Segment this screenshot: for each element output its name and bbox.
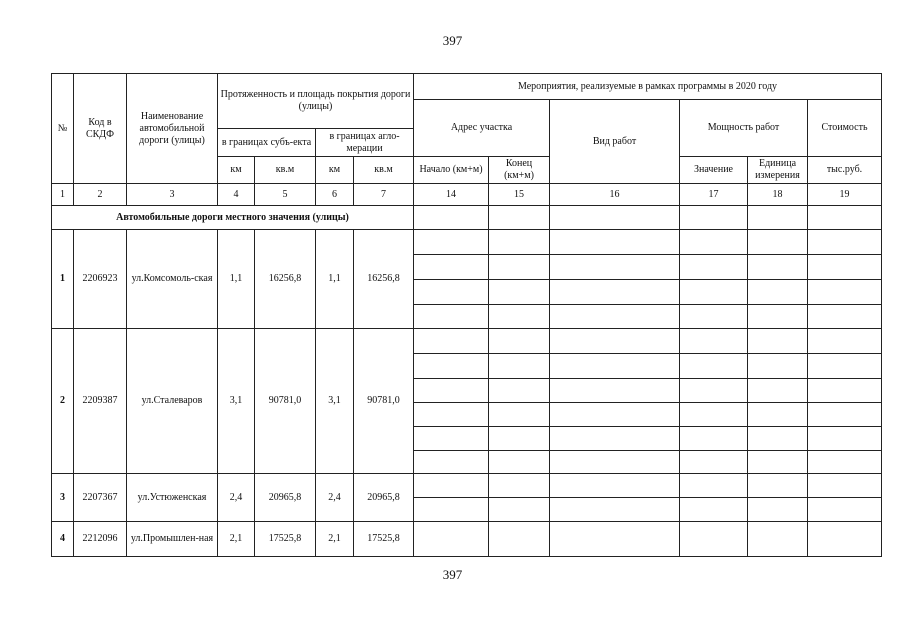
col-number: 18 <box>748 184 808 206</box>
row-name: ул.Промышлен-ная <box>127 522 218 557</box>
header-num: № <box>52 74 74 184</box>
col-number: 5 <box>255 184 316 206</box>
row-name: ул.Комсомоль-ская <box>127 230 218 329</box>
row-num: 4 <box>52 522 74 557</box>
empty-cell <box>808 206 882 230</box>
col-number: 16 <box>550 184 680 206</box>
header-measures: Мероприятия, реализуемые в рамках программы в 2020 году <box>414 74 882 100</box>
header-name: Наименование автомобильной дороги (улицы) <box>127 74 218 184</box>
row-sqm-subject: 17525,8 <box>255 522 316 557</box>
header-sqm-subject: кв.м <box>255 157 316 184</box>
row-code: 2212096 <box>74 522 127 557</box>
row-num: 1 <box>52 230 74 329</box>
header-work-type: Вид работ <box>550 100 680 184</box>
row-sqm-agglo: 16256,8 <box>354 230 414 329</box>
header-end: Конец (км+м) <box>489 157 550 184</box>
header-value: Значение <box>680 157 748 184</box>
row-sqm-agglo: 20965,8 <box>354 474 414 522</box>
row-num: 3 <box>52 474 74 522</box>
page-number-top: 397 <box>442 33 463 48</box>
header-cost-unit: тыс.руб. <box>808 157 882 184</box>
row-code: 2209387 <box>74 329 127 474</box>
header-km-subject: км <box>218 157 255 184</box>
empty-cell <box>748 206 808 230</box>
section-title: Автомобильные дороги местного значения (улицы) <box>52 206 414 230</box>
header-sqm-agglo: кв.м <box>354 157 414 184</box>
row-km-subject: 2,1 <box>218 522 255 557</box>
col-number: 6 <box>316 184 354 206</box>
row-name: ул.Устюженская <box>127 474 218 522</box>
row-km-subject: 3,1 <box>218 329 255 474</box>
col-number: 3 <box>127 184 218 206</box>
row-km-agglo: 1,1 <box>316 230 354 329</box>
row-code: 2206923 <box>74 230 127 329</box>
empty-cell <box>550 206 680 230</box>
row-code: 2207367 <box>74 474 127 522</box>
header-cost: Стоимость <box>808 100 882 157</box>
row-sqm-subject: 20965,8 <box>255 474 316 522</box>
col-number: 14 <box>414 184 489 206</box>
row-sqm-agglo: 90781,0 <box>354 329 414 474</box>
col-number: 7 <box>354 184 414 206</box>
col-number: 4 <box>218 184 255 206</box>
row-km-subject: 2,4 <box>218 474 255 522</box>
row-name: ул.Сталеваров <box>127 329 218 474</box>
header-km-agglo: км <box>316 157 354 184</box>
row-km-subject: 1,1 <box>218 230 255 329</box>
header-length-area: Протяженность и площадь покрытия дороги (улицы) <box>218 74 414 129</box>
table-row <box>52 230 882 255</box>
header-start: Начало (км+м) <box>414 157 489 184</box>
col-number: 1 <box>52 184 74 206</box>
table-row <box>52 474 882 498</box>
header-within-subject: в границах субъ-екта <box>218 129 316 157</box>
row-km-agglo: 2,1 <box>316 522 354 557</box>
col-number: 15 <box>489 184 550 206</box>
table-row <box>52 522 882 557</box>
col-number: 19 <box>808 184 882 206</box>
col-number: 17 <box>680 184 748 206</box>
header-address: Адрес участка <box>414 100 550 157</box>
table-row <box>52 329 882 354</box>
header-code: Код в СКДФ <box>74 74 127 184</box>
row-sqm-subject: 90781,0 <box>255 329 316 474</box>
empty-cell <box>414 206 489 230</box>
road-program-table <box>51 73 882 557</box>
row-num: 2 <box>52 329 74 474</box>
empty-cell <box>680 206 748 230</box>
header-capacity: Мощность работ <box>680 100 808 157</box>
row-sqm-subject: 16256,8 <box>255 230 316 329</box>
header-within-agglo: в границах агло-мерации <box>316 129 414 157</box>
empty-cell <box>489 206 550 230</box>
row-km-agglo: 2,4 <box>316 474 354 522</box>
row-sqm-agglo: 17525,8 <box>354 522 414 557</box>
page-number-bottom: 397 <box>442 567 463 582</box>
header-unit: Единица измерения <box>748 157 808 184</box>
col-number: 2 <box>74 184 127 206</box>
row-km-agglo: 3,1 <box>316 329 354 474</box>
